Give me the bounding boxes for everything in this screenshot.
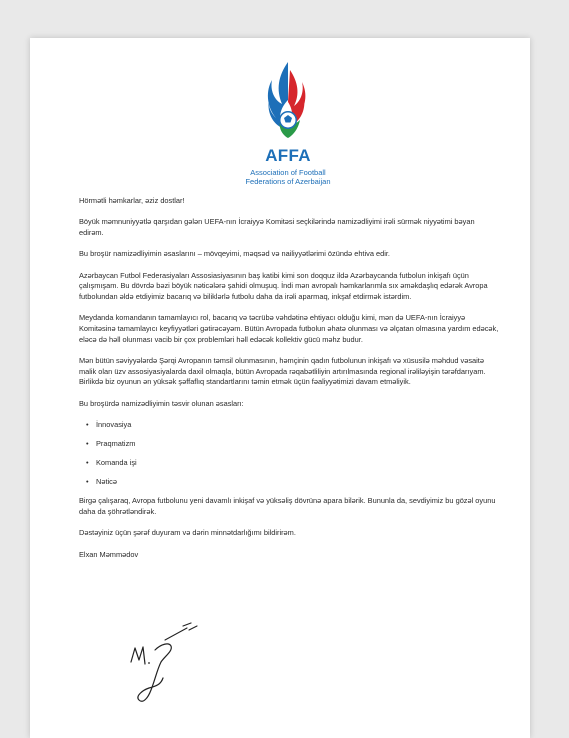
list-intro: Bu broşürdə namizədliyimin təsvir olunan əsasları:	[79, 398, 244, 408]
list-item: • Praqmatizm	[89, 439, 499, 450]
principles-list	[79, 420, 499, 488]
flame-emblem-icon	[258, 60, 318, 144]
brand-subtitle-line1: Association of Football	[250, 168, 326, 177]
paragraph-brochure: Bu broşür namizədliyimin əsaslarını – mövqeyimi, məqsəd və nailiyyətlərimi özündə ehtiva edir.	[79, 249, 390, 259]
paragraph-thanks: Dəstəyiniz üçün şərəf duyuram və dərin minnətdarlığımı bildirirəm.	[79, 528, 296, 538]
affa-logo	[245, 60, 331, 195]
letter-page	[30, 38, 530, 738]
brand-subtitle-line2: Federations of Azerbaijan	[245, 177, 331, 186]
paragraph-experience: Azərbaycan Futbol Federasiyaları Assosiasiyasının baş katibi kimi son doqquz ildə Azərbaycanda futbolun inkişafı üçün çalışmışam. Bu dövrdə bəzi böyük nəticələrə şahidi olmuşuq. İndi mən avropalı həmkarlarımla sıx əməkdaşlıq edərək Avropa futbolundan əldə etdiyimiz bacarıq və biliklərlə futbolu daha da irəli aparmaq, inkşaf etdirmək istərdim.	[79, 270, 488, 301]
list-item: • İnnovasiya	[89, 420, 499, 431]
paragraph-together: Birgə çalışaraq, Avropa futbolunu yeni davamlı inkişaf və yüksəliş dövrünə apara bilərik. Bununla da, sevdiyimiz bu gözəl oyunu daha da şöhrətləndirək.	[79, 496, 496, 516]
signoff-name: Elxan Məmmədov	[79, 549, 139, 559]
list-item: • Nəticə	[89, 477, 499, 488]
brand-subtitle	[228, 168, 348, 186]
brand-name: AFFA	[265, 146, 311, 165]
greeting: Hörmətli həmkarlar, əziz dostlar!	[79, 196, 185, 205]
paragraph-values: Mən bütün səviyyələrdə Şərqi Avropanın təmsil olunmasının, həmçinin qadın futbolunun inkişafı və xüsusilə məhdud vəsaitə malik olan üzv assosiyasiyalarda daxil olmaqla, bütün Avropada rəqabətliliyin artırılmasında regional irəliləyişin tərəfdarıyam. Birlikdə biz oyunun ən yüksək şəffaflıq standartlarını təmin etmək üçün fəaliyyətimizi davam etməliyik.	[79, 355, 486, 387]
handwritten-signature	[125, 620, 235, 715]
list-item: • Komanda işi	[89, 458, 499, 469]
paragraph-intention: Böyük məmnuniyyətlə qarşıdan gələn UEFA-nın İcraiyyə Komitəsi seçkilərində namizədliyimi irəli sürmək niyyətimi bəyan edirəm.	[79, 217, 475, 237]
letter-body	[79, 196, 499, 571]
paragraph-team: Meydanda komandanın tamamlayıcı rol, bacarıq və təcrübə vəhdətinə ehtiyacı olduğu kimi, mən də UEFA-nın İcraiyyə Komitəsinə tamamlayıcı keyfiyyətləri gətirəcəyəm. Bütün Avropada futbolun əhatə olunması və əlçatan olmasına yardım edəcək, eləcə də həll olunması vacib bir çox problemləri həll edəcək kollektiv gücü məhz budur.	[79, 313, 499, 344]
